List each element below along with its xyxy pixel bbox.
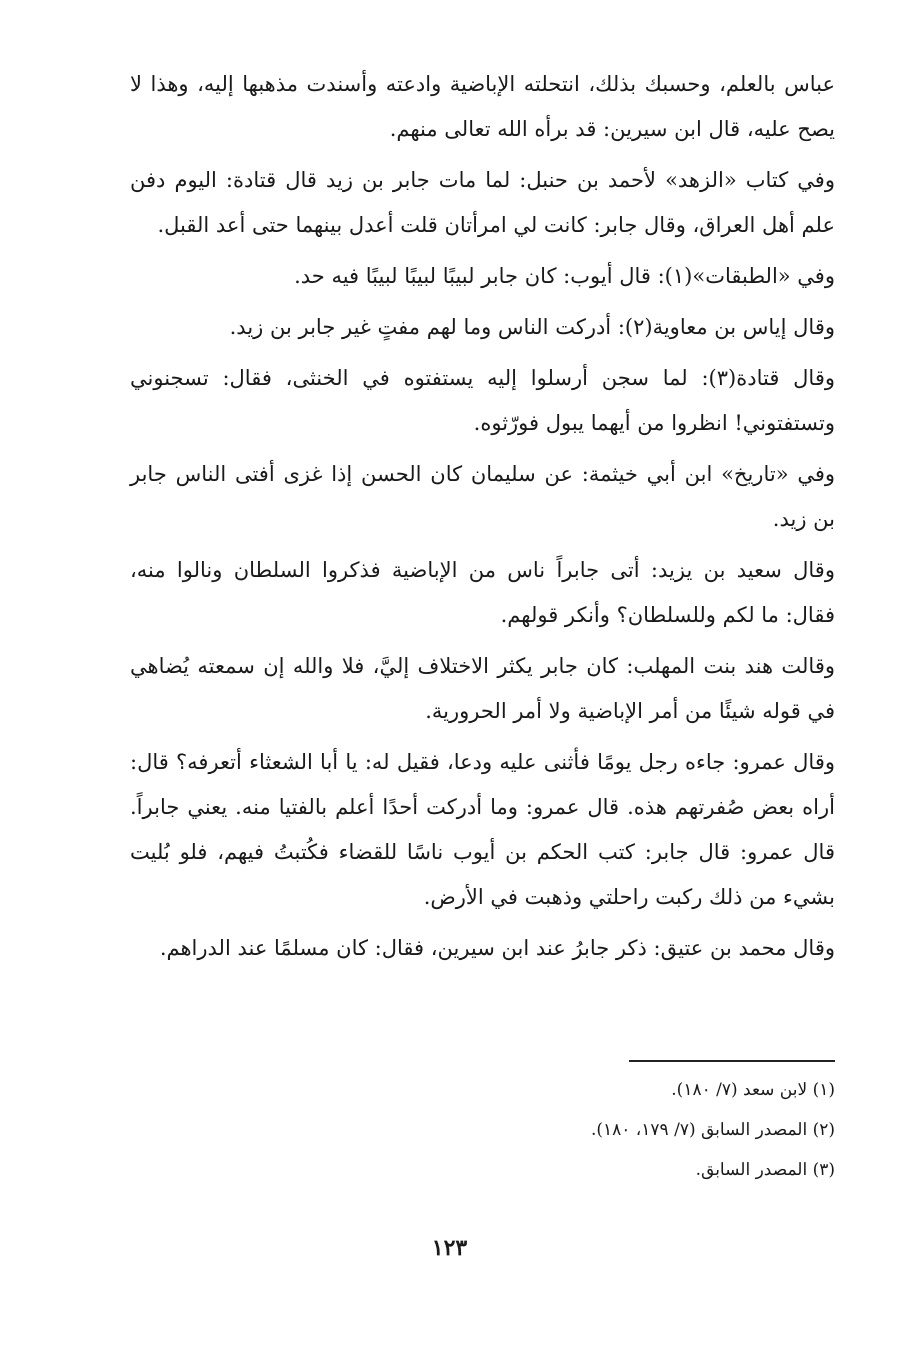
paragraph-4: وقال إياس بن معاوية(٢): أدركت الناس وما لهم مفتٍ غير جابر بن زيد. — [229, 315, 835, 339]
paragraph-6: وفي «تاريخ» ابن أبي خيثمة: عن سليمان كان الحسن إذا غزى أفتى الناس جابر بن زيد. — [130, 462, 835, 531]
footnotes — [130, 1070, 835, 1190]
paragraph-5: وقال قتادة(٣): لما سجن أرسلوا إليه يستفتوه في الخنثى، فقال: تسجنوني وتستفتوني! انظروا من أيهما يبول فورّثوه. — [130, 366, 835, 435]
paragraph-9: وقال عمرو: جاءه رجل يومًا فأثنى عليه ودعا، فقيل له: يا أبا الشعثاء أتعرفه؟ قال: أراه بعض صُفرتهم هذه. قال عمرو: وما أدركت أحدًا أعلم بالفتيا منه. يعني جابراً. قال عمرو: قال جابر: كتب الحكم بن أيوب ناسًا للقضاء فكُتبتُ فيهم، فلو بُليت بشيء من ذلك ركبت راحلتي وذهبت في الأرض. — [130, 750, 835, 909]
footnote-2: (٢) المصدر السابق (٧/ ١٧٩، ١٨٠). — [590, 1120, 835, 1140]
footnote-1: (١) لابن سعد (٧/ ١٨٠). — [671, 1080, 835, 1100]
page-body — [130, 62, 835, 977]
paragraph-10: وقال محمد بن عتيق: ذكر جابرُ عند ابن سيرين، فقال: كان مسلمًا عند الدراهم. — [159, 936, 835, 960]
paragraph-2: وفي كتاب «الزهد» لأحمد بن حنبل: لما مات جابر بن زيد قال قتادة: اليوم دفن علم أهل العراق، وقال جابر: كانت لي امرأتان قلت أعدل بينهما حتى أعد القبل. — [130, 168, 835, 237]
page-number: ١٢٣ — [431, 1235, 468, 1261]
paragraph-3: وفي «الطبقات»(١): قال أيوب: كان جابر لبيبًا لبيبًا لبيبًا فيه حد. — [294, 264, 835, 288]
footnote-3: (٣) المصدر السابق. — [695, 1160, 835, 1180]
paragraph-7: وقال سعيد بن يزيد: أتى جابراً ناس من الإباضية فذكروا السلطان ونالوا منه، فقال: ما لكم وللسلطان؟ وأنكر قولهم. — [130, 558, 835, 627]
paragraph-1: عباس بالعلم، وحسبك بذلك، انتحلته الإباضية وادعته وأسندت مذهبها إليه، وهذا لا يصح عليه، قال ابن سيرين: قد برأه الله تعالى منهم. — [130, 72, 835, 141]
paragraph-8: وقالت هند بنت المهلب: كان جابر يكثر الاختلاف إليَّ، فلا والله إن سمعته يُضاهي في قوله شيئًا من أمر الإباضية ولا أمر الحرورية. — [130, 654, 836, 723]
footnote-divider — [629, 1060, 835, 1062]
